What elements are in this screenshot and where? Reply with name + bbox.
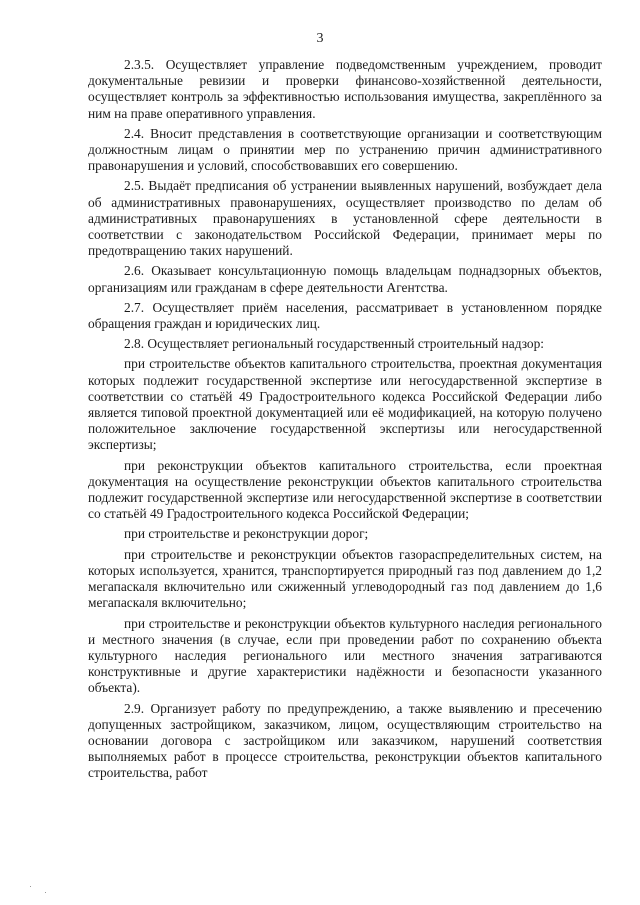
paragraph-2-3-5: 2.3.5. Осуществляет управление подведомственным учреждением, проводит документальные ревизии и проверки финансово-хозяйственной деятельности, осуществляет контроль за эффективностью использования имущества, закреплённого за ним на праве оперативного управления. — [88, 57, 602, 121]
document-body — [88, 57, 602, 782]
paragraph-2-9: 2.9. Организует работу по предупреждению, а также выявлению и пресечению допущенных застройщиком, заказчиком, лицом, осуществляющим строительство на основании договора с застройщиком или заказчиком, нарушений соответствия выполняемых работ в процессе строительства, реконструкции объектов капитального строительства, работ — [88, 700, 602, 781]
paragraph-2-8-cultural-heritage: при строительстве и реконструкции объектов культурного наследия регионального и местного значения (в случае, если при проведении работ по сохранению объекта культурного наследия регионального или местного значения затрагиваются конструктивные и другие характеристики надёжности и безопасности указанного объекта). — [88, 615, 602, 696]
paragraph-2-8-gas-systems: при строительстве и реконструкции объектов газораспределительных систем, на которых используется, хранится, транспортируется природный газ под давлением до 1,2 мегапаскаля включительно или сжиженный углеводородный газ под давлением до 1,6 мегапаскаля включительно; — [88, 546, 602, 611]
paragraph-2-7: 2.7. Осуществляет приём населения, рассматривает в установленном порядке обращения граждан и юридических лиц. — [88, 299, 602, 332]
paragraph-2-8-new-construction: при строительстве объектов капитального строительства, проектная документация которых подлежит государственной экспертизе или негосударственной экспертизе в соответствии со статьёй 49 Градостроительного кодекса Российской Федерации либо является типовой проектной документацией или её модификацией, на которую получено положительное заключение государственной экспертизы или негосударственной экспертизы; — [88, 356, 602, 453]
paragraph-2-8-roads: при строительстве и реконструкции дорог; — [124, 526, 369, 542]
paragraph-2-8: 2.8. Осуществляет региональный государственный строительный надзор: — [124, 336, 545, 352]
page-number: 3 — [316, 31, 324, 46]
paragraph-2-8-reconstruction: при реконструкции объектов капитального строительства, если проектная документация на осуществление реконструкции объектов капитального строительства подлежит государственной экспертизе или негосударственной экспертизе в соответствии со статьёй 49 Градостроительного кодекса Российской Федерации; — [88, 457, 602, 522]
scan-speck — [30, 886, 31, 887]
paragraph-2-6: 2.6. Оказывает консультационную помощь владельцам поднадзорных объектов, организациям или гражданам в сфере деятельности Агентства. — [88, 263, 602, 295]
scan-speck — [45, 892, 46, 893]
paragraph-2-4: 2.4. Вносит представления в соответствующие организации и соответствующим должностным лицам о принятии мер по устранению причин административного правонарушения и условий, способствовавших его совершению. — [88, 125, 602, 174]
paragraph-2-5: 2.5. Выдаёт предписания об устранении выявленных нарушений, возбуждает дела об административных правонарушениях, осуществляет производство по делам об административных правонарушениях в установленной сфере деятельности в соответствии с законодательством Российской Федерации, принимает меры по предотвращению таких нарушений. — [88, 178, 602, 259]
